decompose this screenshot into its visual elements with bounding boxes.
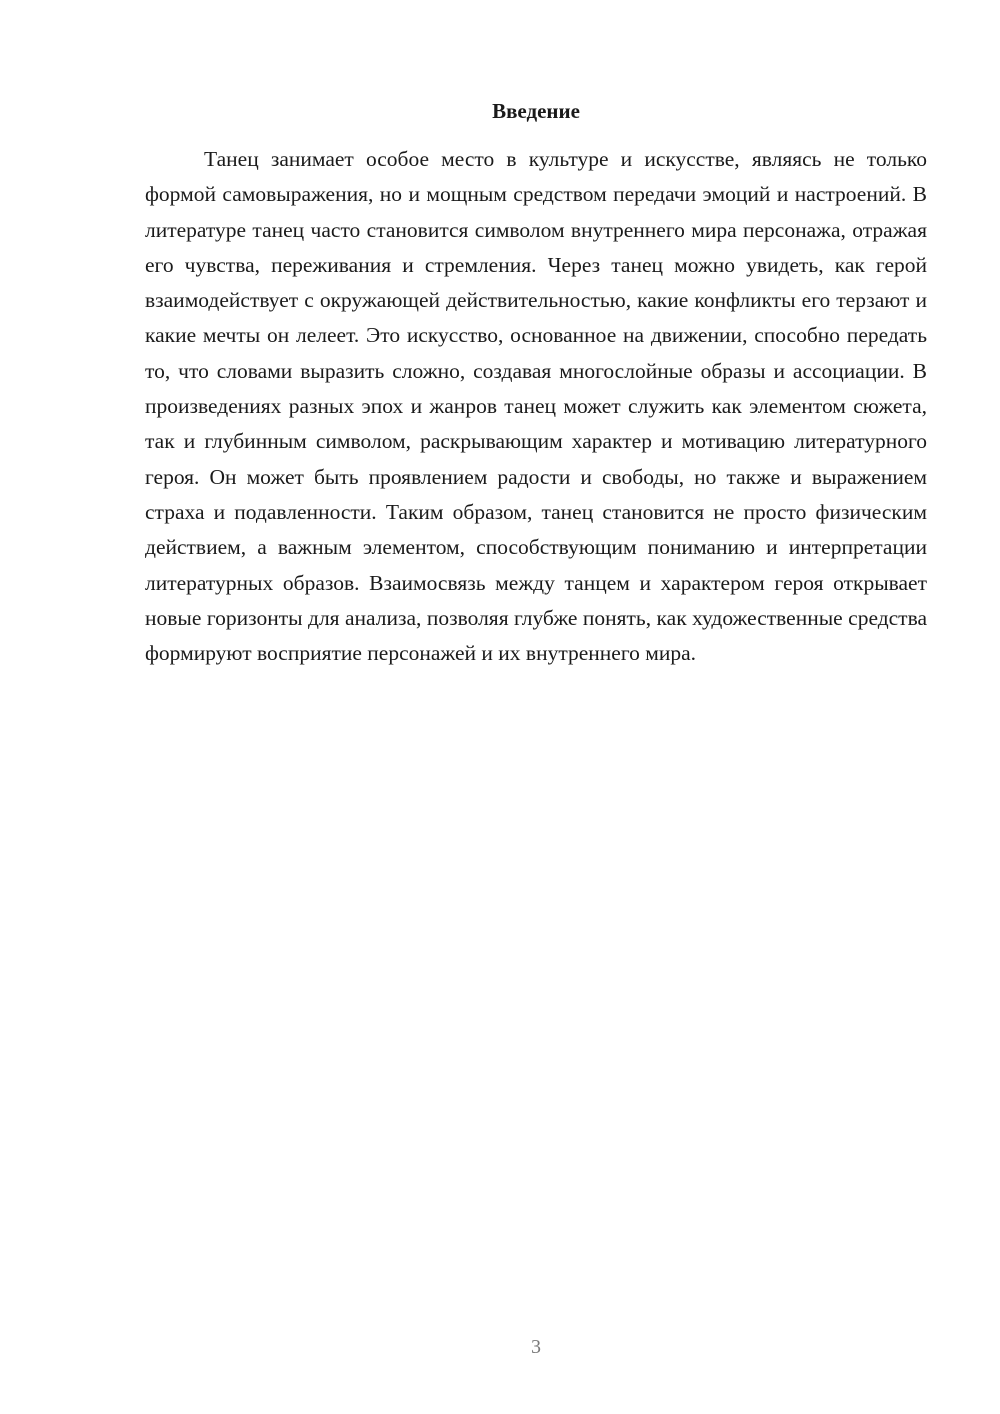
section-heading: Введение [492,99,580,123]
page-number: 3 [531,1336,541,1358]
body-paragraph: Танец занимает особое место в культуре и искусстве, являясь не только формой самовыражения, но и мощным средством передачи эмоций и настроений. В литературе танец часто становится символом внутреннего мира персонажа, отражая его чувства, переживания и стремления. Через танец можно увидеть, как герой взаимодействует с окружающей действительностью, какие конфликты его терзают и какие мечты он лелеет. Это искусство, основанное на движении, способно передать то, что словами выразить сложно, создавая многослойные образы и ассоциации. В произведениях разных эпох и жанров танец может служить как элементом сюжета, так и глубинным символом, раскрывающим характер и мотивацию литературного героя. Он может быть проявлением радости и свободы, но также и выражением страха и подавленности. Таким образом, танец становится не просто физическим действием, а важным элементом, способствующим пониманию и интерпретации литературных образов. Взаимосвязь между танцем и характером героя открывает новые горизонты для анализа, позволяя глубже понять, как художественные средства формируют восприятие персонажей и их внутреннего мира. [145,147,927,666]
